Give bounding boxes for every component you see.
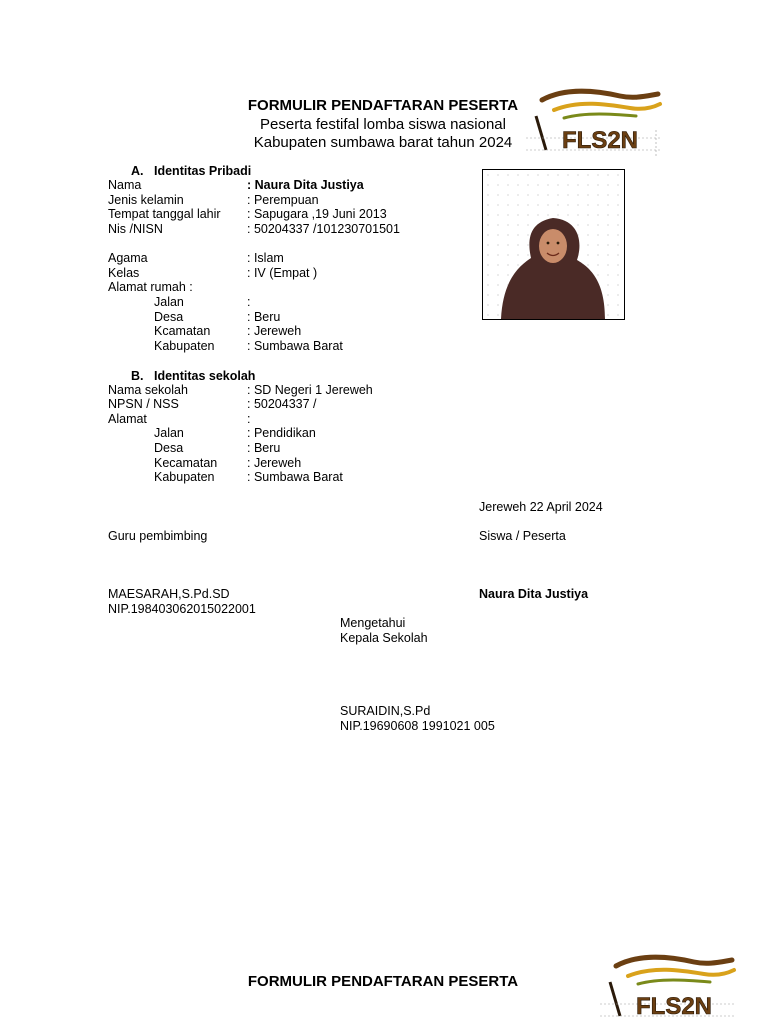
label-kelas: Kelas xyxy=(108,266,140,280)
value-nis: : 50204337 /101230701501 xyxy=(247,222,400,236)
value-kelas: : IV (Empat ) xyxy=(247,266,318,280)
mid-label-kepala-sekolah: Kepala Sekolah xyxy=(340,631,428,645)
next-page-title: FORMULIR PENDAFTARAN PESERTA xyxy=(247,973,519,990)
label-kecamatan-sekolah: Kecamatan xyxy=(154,456,218,470)
page-subtitle-2: Kabupaten sumbawa barat tahun 2024 xyxy=(253,134,513,151)
label-alamat-sekolah: Alamat xyxy=(108,412,147,426)
value-nama: : Naura Dita Justiya xyxy=(247,178,364,192)
label-alamat-rumah: Alamat rumah : xyxy=(108,280,193,294)
value-jalan-rumah: : xyxy=(247,295,251,309)
right-signer-name: Naura Dita Justiya xyxy=(479,587,589,601)
label-kecamatan-rumah: Kcamatan xyxy=(154,324,211,338)
logo-brush-icon xyxy=(610,982,620,1016)
logo-swoosh-1 xyxy=(542,91,658,100)
label-desa-rumah: Desa xyxy=(154,310,184,324)
section-a-heading: Identitas Pribadi xyxy=(154,164,252,178)
logo-text: FLS2N xyxy=(562,127,639,154)
value-jenis-kelamin: : Perempuan xyxy=(247,193,319,207)
value-nama-sekolah: : SD Negeri 1 Jereweh xyxy=(247,383,373,397)
logo-swoosh-2 xyxy=(554,104,660,110)
page-title: FORMULIR PENDAFTARAN PESERTA xyxy=(247,97,519,114)
label-agama: Agama xyxy=(108,251,148,265)
mid-signer-nip: NIP.19690608 1991021 005 xyxy=(340,719,495,733)
label-jalan-sekolah: Jalan xyxy=(154,426,184,440)
section-b-number: B. xyxy=(131,369,144,383)
value-alamat-sekolah: : xyxy=(247,412,251,426)
value-kabupaten-sekolah: : Sumbawa Barat xyxy=(247,470,343,484)
label-nama-sekolah: Nama sekolah xyxy=(108,383,188,397)
value-agama: : Islam xyxy=(247,251,284,265)
left-signer-role: Guru pembimbing xyxy=(108,529,208,543)
logo-brush-icon xyxy=(536,116,546,150)
value-desa-sekolah: : Beru xyxy=(247,441,281,455)
student-portrait-image xyxy=(483,170,624,319)
label-nis: Nis /NISN xyxy=(108,222,163,236)
label-desa-sekolah: Desa xyxy=(154,441,184,455)
value-kecamatan-rumah: : Jereweh xyxy=(247,324,302,338)
place-date: Jereweh 22 April 2024 xyxy=(479,500,603,514)
fls2n-logo-next-page xyxy=(598,952,738,1024)
page-subtitle-1: Peserta festifal lomba siswa nasional xyxy=(260,116,506,133)
label-ttl: Tempat tanggal lahir xyxy=(108,207,221,221)
label-kabupaten-sekolah: Kabupaten xyxy=(154,470,215,484)
right-signer-role: Siswa / Peserta xyxy=(479,529,566,543)
label-nama: Nama xyxy=(108,178,142,192)
logo-swoosh-3 xyxy=(564,114,636,118)
label-jalan-rumah: Jalan xyxy=(154,295,184,309)
value-jalan-sekolah: : Pendidikan xyxy=(247,426,316,440)
section-b-heading: Identitas sekolah xyxy=(154,369,256,383)
logo-text: FLS2N xyxy=(636,993,713,1020)
student-photo xyxy=(482,169,625,320)
left-signer-nip: NIP.198403062015022001 xyxy=(108,602,256,616)
value-desa-rumah: : Beru xyxy=(247,310,281,324)
face-shape xyxy=(539,229,567,263)
section-a-number: A. xyxy=(131,164,144,178)
fls2n-logo xyxy=(524,86,664,158)
label-npsn: NPSN / NSS xyxy=(108,397,179,411)
mid-label-mengetahui: Mengetahui xyxy=(340,616,406,630)
left-signer-name: MAESARAH,S.Pd.SD xyxy=(108,587,230,601)
label-jenis-kelamin: Jenis kelamin xyxy=(108,193,184,207)
value-ttl: : Sapugara ,19 Juni 2013 xyxy=(247,207,387,221)
value-kabupaten-rumah: : Sumbawa Barat xyxy=(247,339,343,353)
value-npsn: : 50204337 / xyxy=(247,397,317,411)
label-kabupaten-rumah: Kabupaten xyxy=(154,339,215,353)
mid-signer-name: SURAIDIN,S.Pd xyxy=(340,704,431,718)
value-kecamatan-sekolah: : Jereweh xyxy=(247,456,302,470)
